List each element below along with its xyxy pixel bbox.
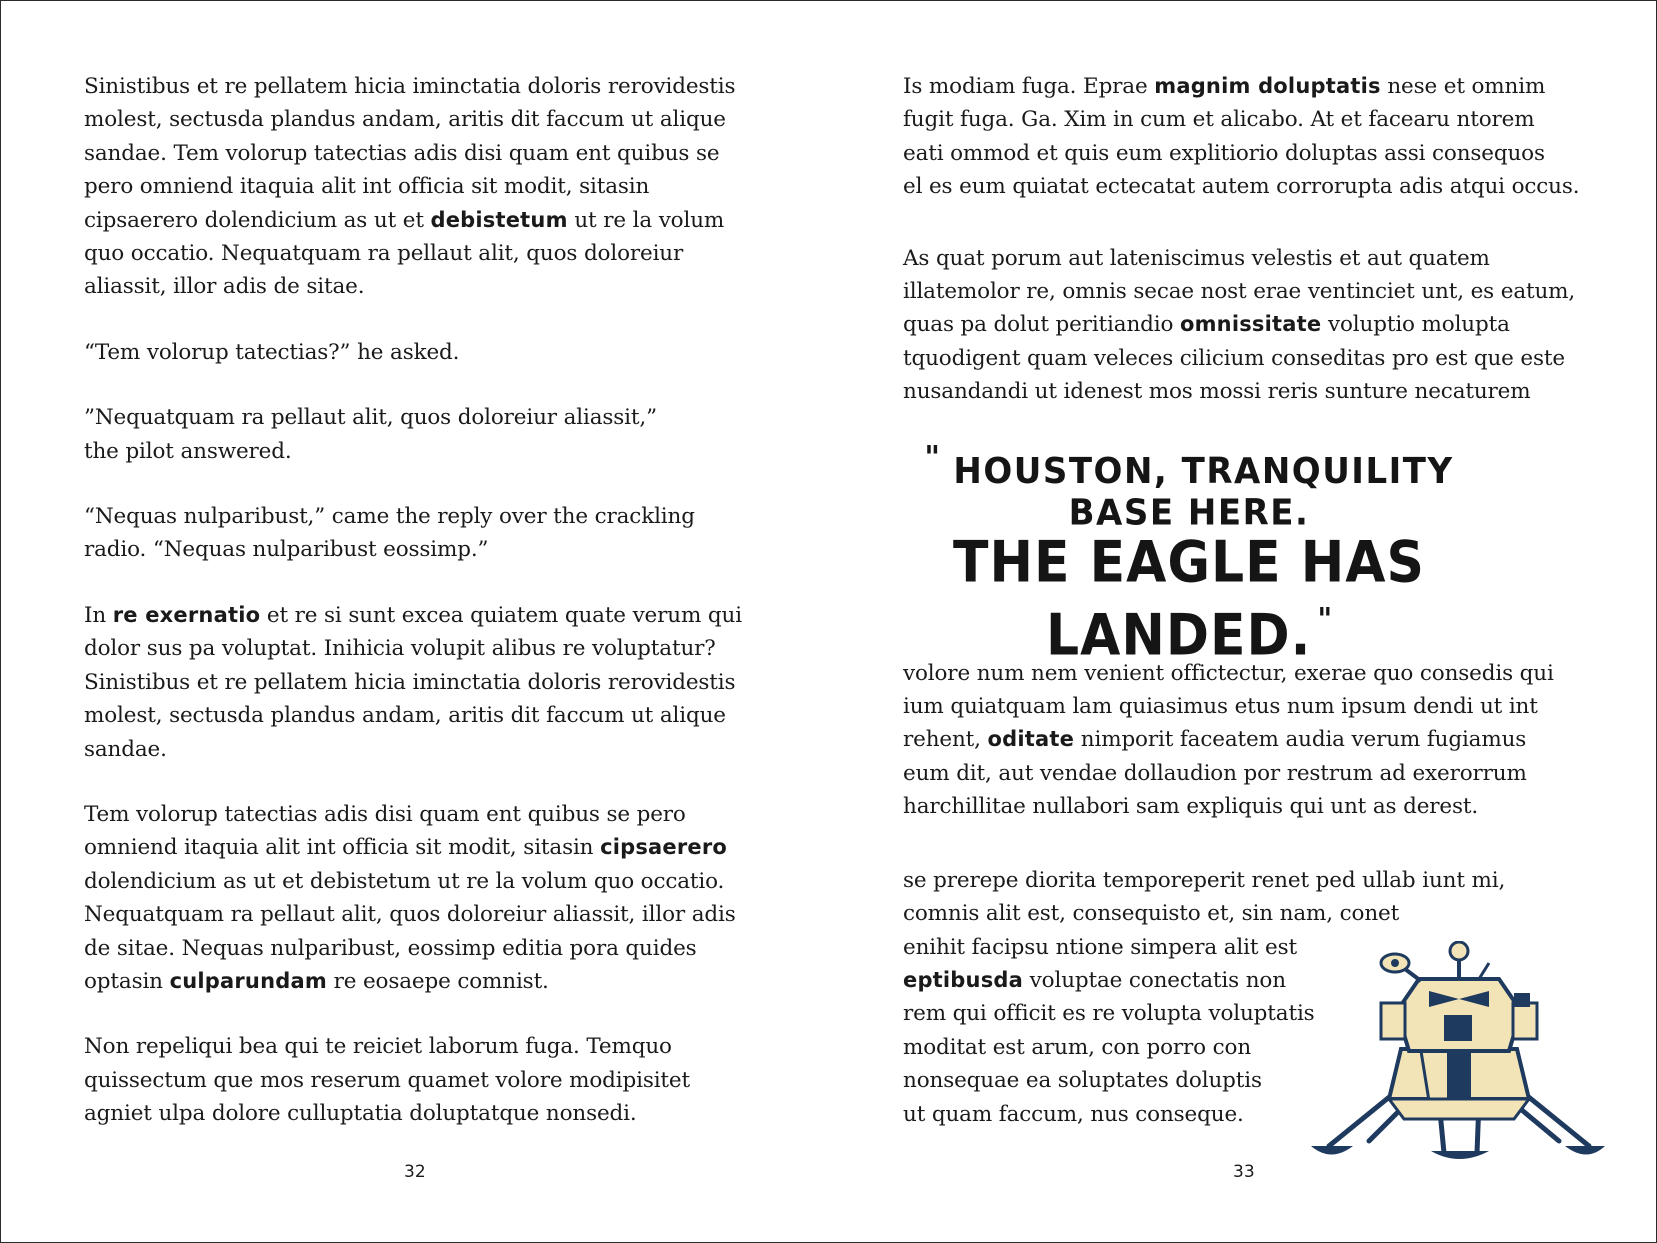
- pull-quote-text: HOUSTON, TRANQUILITY: [953, 450, 1454, 493]
- lunar-module-illustration: [1309, 941, 1605, 1171]
- paragraph: [84, 599, 784, 766]
- text-run: Tem volorup tatectias adis disi quam ent quibus se pero omniend itaquia alit int officia sit modit, sitasin: [84, 801, 686, 861]
- text-run: dolendicium as ut et debistetum ut re la volum quo occatio. Nequatquam ra pellaut alit, quos doloreiur aliassit, illor adis de sitae. Nequas nulparibust, eossimp editia pora quides optasin: [84, 868, 736, 994]
- page-number: 33: [1233, 1162, 1255, 1182]
- text-run: re eosaepe comnist.: [326, 968, 549, 994]
- text-run: volore num nem venient offictectur, exerae quo consedis qui ium quiatquam lam quiasimus etus num ipsum dendi ut int rehent,: [903, 660, 1554, 753]
- paragraph: [84, 70, 784, 304]
- quote-mark: ": [1317, 601, 1333, 638]
- text-run: As quat porum aut lateniscimus velestis et aut quatem illatemolor re, omnis secae nost erae ventinciet unt, es eatum, quas pa dolut peritiandio: [903, 245, 1576, 338]
- text-run: voluptio molupta tquodigent quam veleces cilicium conseditas pro est que este nusandandi ut idenest mos mossi reris sunture necaturem: [903, 312, 1565, 405]
- paragraph: Non repeliqui bea qui te reiciet laborum fuga. Temquo quissectum que mos reserum quamet volore modipisitet agniet ulpa dolore culluptatia doluptatque nonsedi.: [84, 1034, 690, 1127]
- paragraph: [903, 657, 1603, 824]
- text-run: Is modiam fuga. Eprae: [903, 74, 1155, 99]
- paragraph: [903, 242, 1603, 409]
- paragraph: [84, 798, 784, 998]
- bold-term: omnissitate: [1179, 312, 1322, 337]
- dialogue-line: “Tem volorup tatectias?” he asked.: [84, 339, 460, 365]
- pull-quote-line: THE EAGLE HAS: [952, 530, 1426, 596]
- bold-term: oditate: [987, 727, 1075, 752]
- page-number: 32: [404, 1162, 426, 1182]
- text-run: Sinistibus et re pellatem hicia iminctatia doloris rerovidestis molest, sectusda plandus andam, aritis dit faccum ut alique sandae. Tem volorup tatectias adis disi quam ent quibus se pero omniend itaquia alit int officia sit modit, sitasin cipsaerero dolendicium as ut et: [84, 74, 736, 233]
- pull-quote-line: [889, 588, 1489, 667]
- bold-term: debistetum: [430, 207, 568, 232]
- quote-mark: ": [924, 439, 941, 477]
- left-page-body: [84, 70, 784, 1131]
- bold-term: culparundam: [169, 968, 327, 993]
- dialogue-line: ”Nequatquam ra pellaut alit, quos doloreiur aliassit,” the pilot answered.: [84, 405, 657, 464]
- bold-term: magnim doluptatis: [1154, 74, 1381, 98]
- text-run: ut re la volum quo occatio. Nequatquam ra pellaut alit, quos doloreiur aliassit, illor adis de sitae.: [84, 207, 725, 300]
- text-run: voluptae conectatis non rem qui officit es re volupta voluptatis moditat est arum, con porro con nonsequae ea soluptates doluptis ut quam faccum, nus conseque.: [903, 967, 1315, 1127]
- left-page: [1, 1, 829, 1242]
- pull-quote-line: [889, 437, 1489, 494]
- right-page: [829, 1, 1656, 1242]
- text-run: nimporit faceatem audia verum fugiamus eum dit, aut vendae dollaudion por restrum ad exerorrum harchillitae nullabori sam expliquis qui unt as derest.: [903, 727, 1527, 820]
- pull-quote-text: LANDED.: [1045, 602, 1312, 669]
- paragraph: [903, 70, 1603, 204]
- bold-term: cipsaerero: [600, 835, 728, 860]
- bold-term: re exernatio: [112, 602, 261, 627]
- pull-quote-line: BASE HERE.: [1068, 492, 1310, 534]
- text-run: et re si sunt excea quiatem quate verum qui dolor sus pa voluptat. Inihicia volupit alibus re voluptatur? Sinistibus et re pellatem hicia iminctatia doloris rerovidestis molest, sectusda plandus andam, aritis dit faccum ut alique sandae.: [84, 602, 742, 762]
- text-run: In: [84, 602, 113, 628]
- bold-term: eptibusda: [903, 967, 1023, 992]
- dialogue-line: “Nequas nulparibust,” came the reply over the crackling radio. “Nequas nulparibust eossimp.”: [84, 504, 695, 563]
- text-run: se prerepe diorita temporeperit renet ped ullab iunt mi, comnis alit est, consequisto et, sin nam, conet enihit facipsu ntione simpera alit est: [903, 867, 1506, 960]
- text-run: nese et omnim fugit fuga. Ga. Xim in cum et alicabo. At et facearu ntorem eati ommod et quis eum explitiorio doluptas assi consequos el es eum quiatat ectecatat autem corrorupta adis atqui occus.: [903, 74, 1580, 200]
- pull-quote: [889, 438, 1489, 669]
